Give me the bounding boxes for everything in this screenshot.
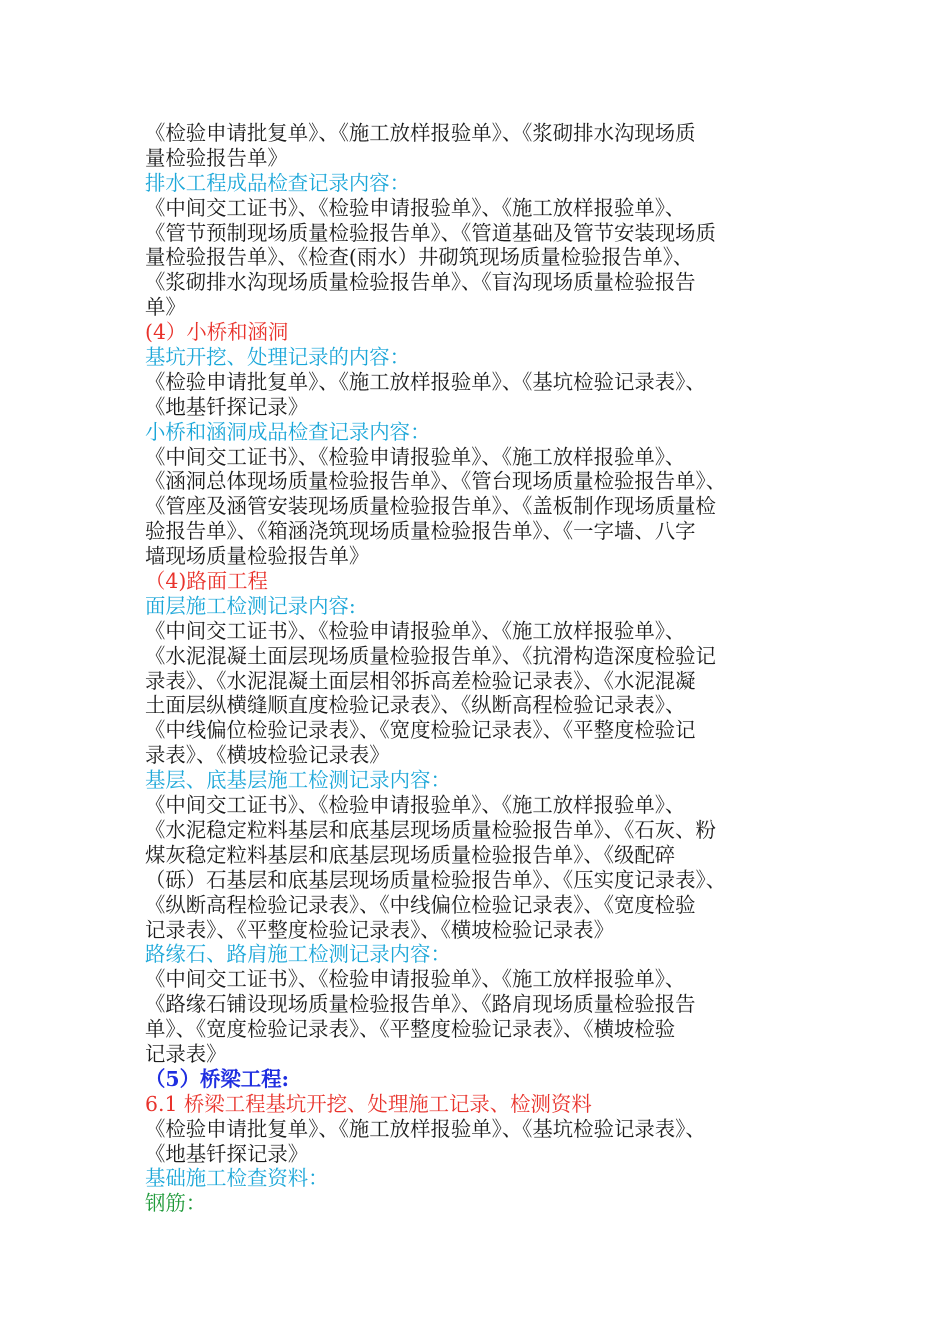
heading-line: （4)路面工程 (145, 569, 268, 594)
body-text-line: 验报告单》、《箱涵浇筑现场质量检验报告单》、《一字墙、八字 (145, 519, 696, 544)
body-text-line: 墙现场质量检验报告单》 (145, 544, 370, 569)
heading-line: 基层、底基层施工检测记录内容： (145, 768, 451, 793)
body-text-line: 《水泥稳定粒料基层和底基层现场质量检验报告单》、《石灰、粉 (145, 817, 716, 842)
body-text-line: 录表》、《横坡检验记录表》 (145, 743, 390, 768)
heading-line: 面层施工检测记录内容: (145, 593, 356, 618)
body-text-line: 《中间交工证书》、《检验申请报验单》、《施工放样报验单》、 (145, 618, 686, 643)
body-text-line: 《检验申请批复单》、《施工放样报验单》、《浆砌排水沟现场质 (145, 121, 696, 145)
body-text-line: 《纵断高程检验记录表》、《中线偏位检验记录表》、《宽度检验 (145, 892, 696, 917)
body-text-line: 煤灰稳定粒料基层和底基层现场质量检验报告单》、《级配碎 (145, 842, 676, 867)
body-text-line: 《地基钎探记录》 (145, 1141, 309, 1166)
body-text-line: （砾）石基层和底基层现场质量检验报告单》、《压实度记录表》、 (145, 867, 727, 892)
body-text-line: 《管座及涵管安装现场质量检验报告单》、《盖板制作现场质量检 (145, 494, 716, 519)
heading-line: 基坑开挖、处理记录的内容： (145, 345, 411, 370)
heading-line: 钢筋： (145, 1191, 207, 1216)
heading-line: 排水工程成品检查记录内容： (145, 170, 411, 195)
heading-line: 路缘石、路肩施工检测记录内容： (145, 942, 451, 967)
body-text-line: 《管节预制现场质量检验报告单》、《管道基础及管节安装现场质 (145, 220, 716, 245)
body-text-line: 《检验申请批复单》、《施工放样报验单》、《基坑检验记录表》、 (145, 369, 706, 394)
heading-line: (4）小桥和涵洞 (145, 320, 289, 345)
body-text-line: 《中间交工证书》、《检验申请报验单》、《施工放样报验单》、 (145, 793, 686, 818)
body-text-line: 《涵洞总体现场质量检验报告单》、《管台现场质量检验报告单》、 (145, 469, 727, 494)
body-text-line: 量检验报告单》 (145, 145, 288, 170)
body-text-line: 量检验报告单》、《检查(雨水）井砌筑现场质量检验报告单》、 (145, 245, 694, 270)
body-text-line: 记录表》、《平整度检验记录表》、《横坡检验记录表》 (145, 917, 614, 942)
body-text-line: 《路缘石铺设现场质量检验报告单》、《路肩现场质量检验报告 (145, 992, 696, 1017)
body-text-line: 《中间交工证书》、《检验申请报验单》、《施工放样报验单》、 (145, 195, 686, 220)
body-text-line: 《水泥混凝土面层现场质量检验报告单》、《抗滑构造深度检验记 (145, 643, 716, 668)
body-text-line: 《中间交工证书》、《检验申请报验单》、《施工放样报验单》、 (145, 444, 686, 469)
document-page (145, 121, 825, 1216)
body-text-line: 《中线偏位检验记录表》、《宽度检验记录表》、《平整度检验记 (145, 718, 696, 743)
body-text-line: 《地基钎探记录》 (145, 394, 309, 419)
body-text-line: 《中间交工证书》、《检验申请报验单》、《施工放样报验单》、 (145, 967, 686, 992)
body-text-line: 录表》、《水泥混凝土面层相邻拆高差检验记录表》、《水泥混凝 (145, 668, 696, 693)
body-text-line: 单》 (145, 295, 186, 320)
body-text-line: 土面层纵横缝顺直度检验记录表》、《纵断高程检验记录表》、 (145, 693, 686, 718)
heading-line: 小桥和涵洞成品检查记录内容： (145, 419, 431, 444)
heading-line: 6.1 桥梁工程基坑开挖、处理施工记录、检测资料 (145, 1091, 592, 1116)
body-text-line: 单》、《宽度检验记录表》、《平整度检验记录表》、《横坡检验 (145, 1017, 676, 1042)
heading-line: 基础施工检查资料： (145, 1166, 329, 1191)
body-text-line: 《浆砌排水沟现场质量检验报告单》、《盲沟现场质量检验报告 (145, 270, 696, 295)
body-text-line: 记录表》 (145, 1041, 227, 1066)
body-text-line: 《检验申请批复单》、《施工放样报验单》、《基坑检验记录表》、 (145, 1116, 706, 1141)
heading-line: （5）桥梁工程: (145, 1066, 290, 1091)
